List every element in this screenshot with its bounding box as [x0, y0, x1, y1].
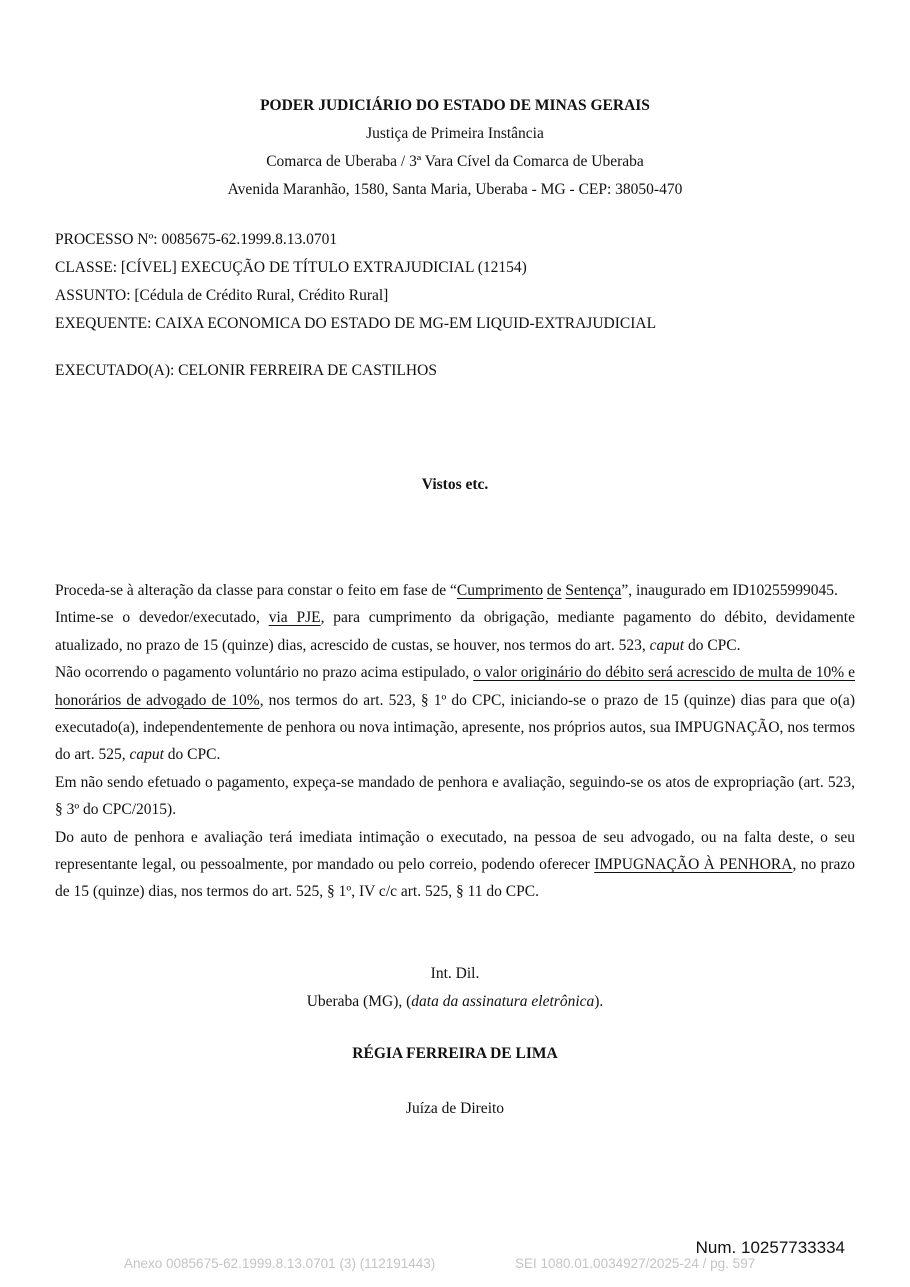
- document-number: Num. 10257733334: [695, 1238, 845, 1257]
- signer-role: Juíza de Direito: [405, 1100, 505, 1117]
- decision-body: [55, 577, 855, 906]
- case-number: PROCESSO Nº: 0085675-62.1999.8.13.0701: [55, 231, 338, 248]
- sei-reference: SEI 1080.01.0034927/2025-24 / pg. 597: [515, 1256, 756, 1271]
- case-caption: [55, 226, 855, 385]
- paragraph-1: Proceda-se à alteração da classe para constar o feito em fase de “Cumprimento de Sentença”, inaugurado em ID10255999045.: [55, 582, 838, 599]
- italic-text: caput: [129, 746, 164, 764]
- court-district: Comarca de Uberaba / 3ª Vara Cível da Comarca de Uberaba: [266, 153, 644, 170]
- court-name: PODER JUDICIÁRIO DO ESTADO DE MINAS GERAIS: [260, 97, 650, 114]
- case-subject: ASSUNTO: [Cédula de Crédito Rural, Crédito Rural]: [55, 287, 389, 304]
- case-class: CLASSE: [CÍVEL] EXECUÇÃO DE TÍTULO EXTRAJUDICIAL (12154): [55, 259, 527, 276]
- case-defendant: EXECUTADO(A): CELONIR FERREIRA DE CASTILHOS: [55, 362, 437, 379]
- case-plaintiff: EXEQUENTE: CAIXA ECONOMICA DO ESTADO DE MG-EM LIQUID-EXTRAJUDICIAL: [55, 315, 657, 332]
- vistos-heading: Vistos etc.: [421, 476, 489, 493]
- document-header: [0, 92, 910, 204]
- court-instance: Justiça de Primeira Instância: [366, 125, 544, 142]
- closing-block: [0, 960, 910, 1123]
- underlined-text: o valor originário do débito será acrescido de multa de 10% e honorários de advogado de 10%: [55, 664, 855, 709]
- paragraph-3: Não ocorrendo o pagamento voluntário no prazo acima estipulado, o valor originário do débito será acrescido de multa de 10% e honorários de advogado de 10%, nos termos do art. 523, § 1º do CPC, iniciando-se o prazo de 15 (quinze) dias para que o(a) executado(a), independentemente de penhora ou nova intimação, apresente, nos próprios autos, sua IMPUGNAÇÃO, nos termos do art. 525, caput do CPC.: [55, 664, 855, 764]
- underlined-text: IMPUGNAÇÃO À PENHORA: [594, 856, 793, 874]
- signer-name: RÉGIA FERREIRA DE LIMA: [352, 1045, 558, 1062]
- underlined-text: via PJE: [268, 609, 321, 627]
- paragraph-4: Em não sendo efetuado o pagamento, expeça-se mandado de penhora e avaliação, seguindo-se os atos de expropriação (art. 523, § 3º do CPC/2015).: [55, 773, 855, 819]
- annex-reference: Anexo 0085675-62.1999.8.13.0701 (3) (112191443): [124, 1256, 436, 1271]
- paragraph-5: Do auto de penhora e avaliação terá imediata intimação o executado, na pessoa de seu advogado, ou na falta deste, o seu representante legal, ou pessoalmente, por mandado ou pelo correio, podendo oferecer IMPUGNAÇÃO À PENHORA, no prazo de 15 (quinze) dias, nos termos do art. 525, § 1º, IV c/c art. 525, § 11 do CPC.: [55, 828, 855, 901]
- paragraph-2: Intime-se o devedor/executado, via PJE, para cumprimento da obrigação, mediante pagamento do débito, devidamente atualizado, no prazo de 15 (quinze) dias, acrescido de custas, se houver, nos termos do art. 523, caput do CPC.: [55, 609, 855, 654]
- underlined-text: Sentença: [565, 582, 622, 599]
- underlined-text: de: [546, 582, 562, 599]
- court-address: Avenida Maranhão, 1580, Santa Maria, Uberaba - MG - CEP: 38050-470: [227, 181, 683, 198]
- underlined-text: Cumprimento: [456, 582, 544, 599]
- place-date: Uberaba (MG), (data da assinatura eletrônica).: [306, 993, 604, 1010]
- italic-text: caput: [649, 636, 685, 654]
- int-dil: Int. Dil.: [430, 965, 480, 982]
